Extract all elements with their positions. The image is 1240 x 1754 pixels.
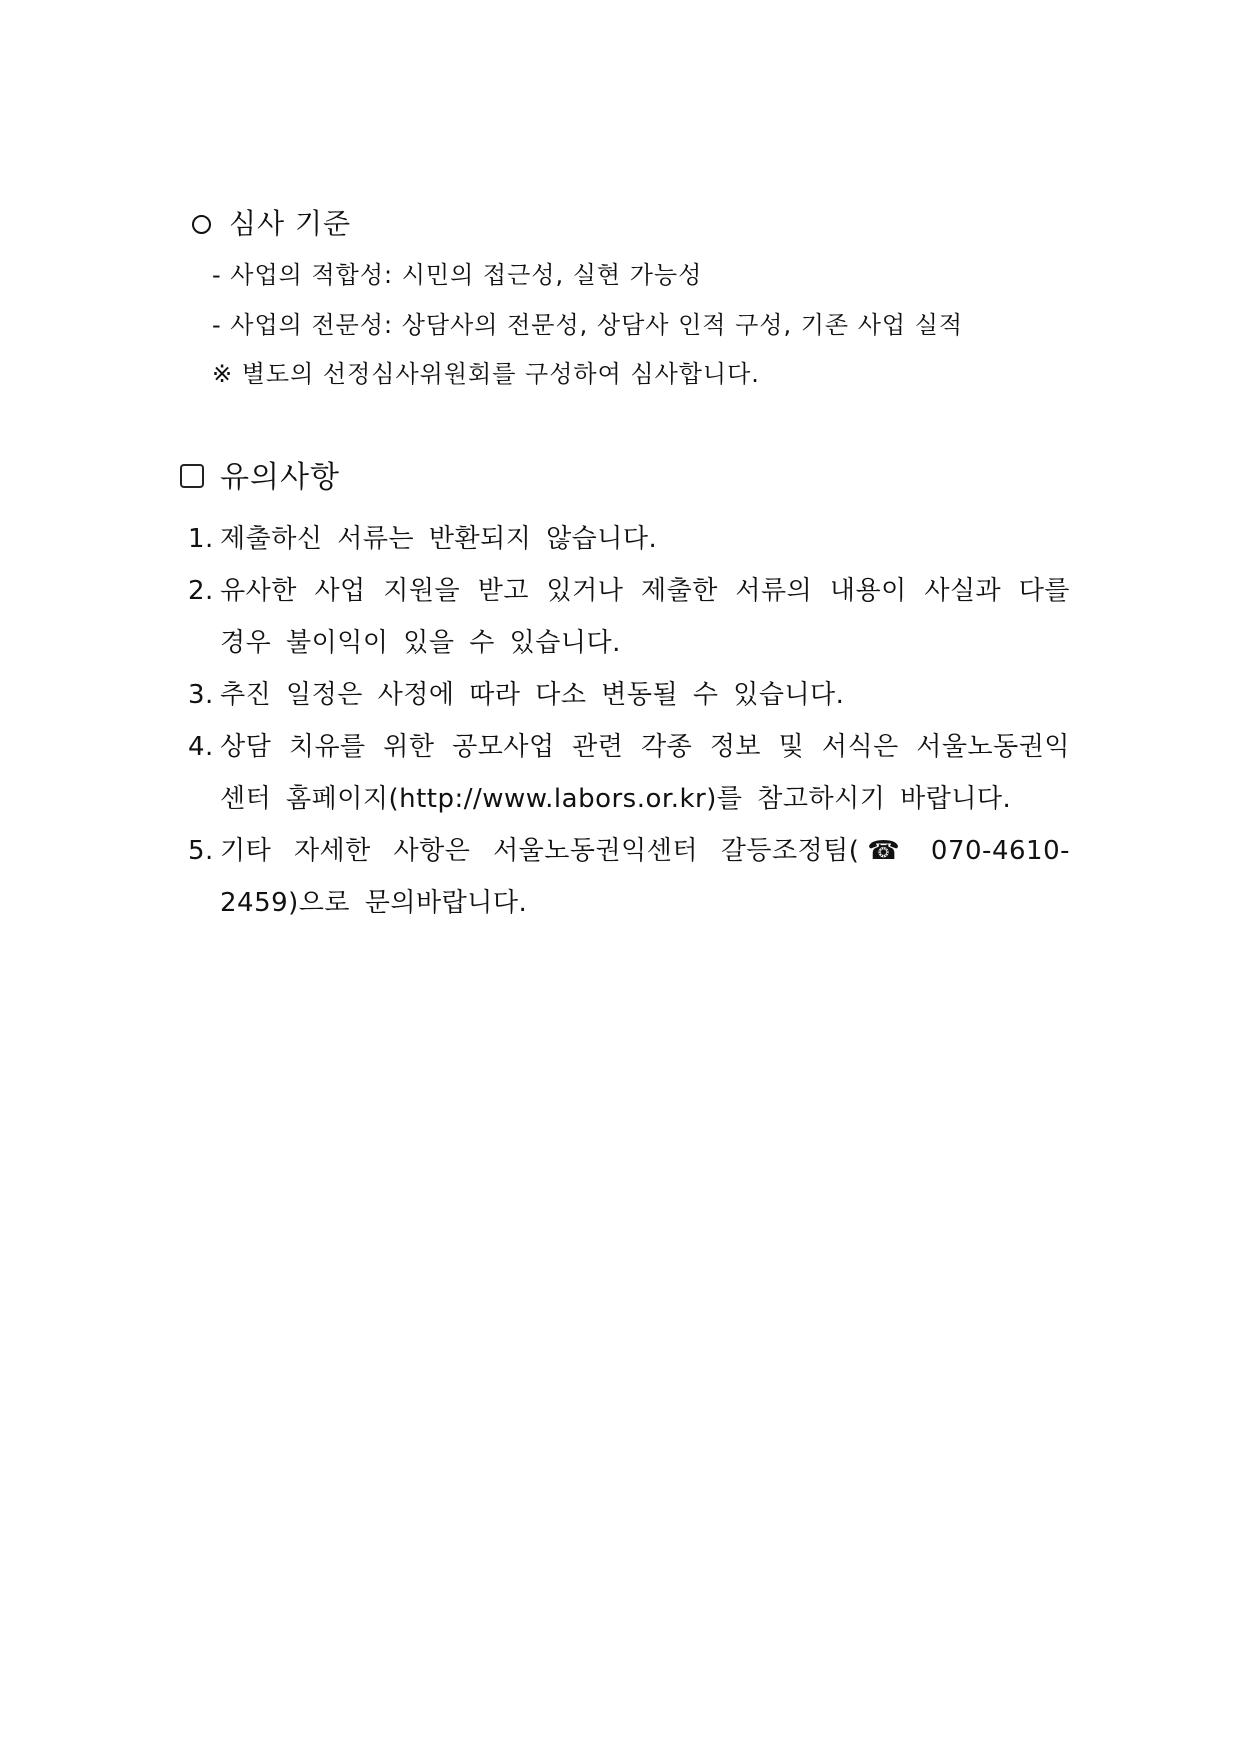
circle-bullet-icon <box>192 215 211 234</box>
notice-list <box>188 513 1070 929</box>
notice-item <box>188 565 1070 669</box>
notice-item-number: 5. <box>188 836 214 866</box>
notice-heading-text: 유의사항 <box>220 460 340 495</box>
notice-item-number: 1. <box>188 524 214 554</box>
notice-item <box>188 721 1070 825</box>
criteria-heading <box>192 204 351 244</box>
notice-heading <box>180 457 340 499</box>
notice-item-text: 기타 자세한 사항은 서울노동권익센터 갈등조정팀(☎ 070-4610-2459)으로 문의바랍니다. <box>220 836 1070 918</box>
notice-item <box>188 513 1070 565</box>
notice-item-text: 유사한 사업 지원을 받고 있거나 제출한 서류의 내용이 사실과 다를 경우 불이익이 있을 수 있습니다. <box>220 576 1070 658</box>
notice-item-number: 3. <box>188 680 214 710</box>
square-bullet-icon <box>180 464 204 488</box>
criteria-committee-note: ※ 별도의 선정심사위원회를 구성하여 심사합니다. <box>212 360 760 388</box>
criteria-suitability: - 사업의 적합성: 시민의 접근성, 실현 가능성 <box>212 261 703 289</box>
notice-item-number: 2. <box>188 576 214 606</box>
notice-item-text: 제출하신 서류는 반환되지 않습니다. <box>220 524 658 554</box>
notice-item-text: 상담 치유를 위한 공모사업 관련 각종 정보 및 서식은 서울노동권익센터 홈페이지(http://www.labors.or.kr)를 참고하시기 바랍니다. <box>220 732 1070 814</box>
criteria-heading-text: 심사 기준 <box>229 207 352 240</box>
notice-item <box>188 825 1070 929</box>
notice-item-text: 추진 일정은 사정에 따라 다소 변동될 수 있습니다. <box>220 680 845 710</box>
notice-item <box>188 669 1070 721</box>
criteria-expertise: - 사업의 전문성: 상담사의 전문성, 상담사 인적 구성, 기존 사업 실적 <box>212 311 964 339</box>
notice-item-number: 4. <box>188 732 214 762</box>
